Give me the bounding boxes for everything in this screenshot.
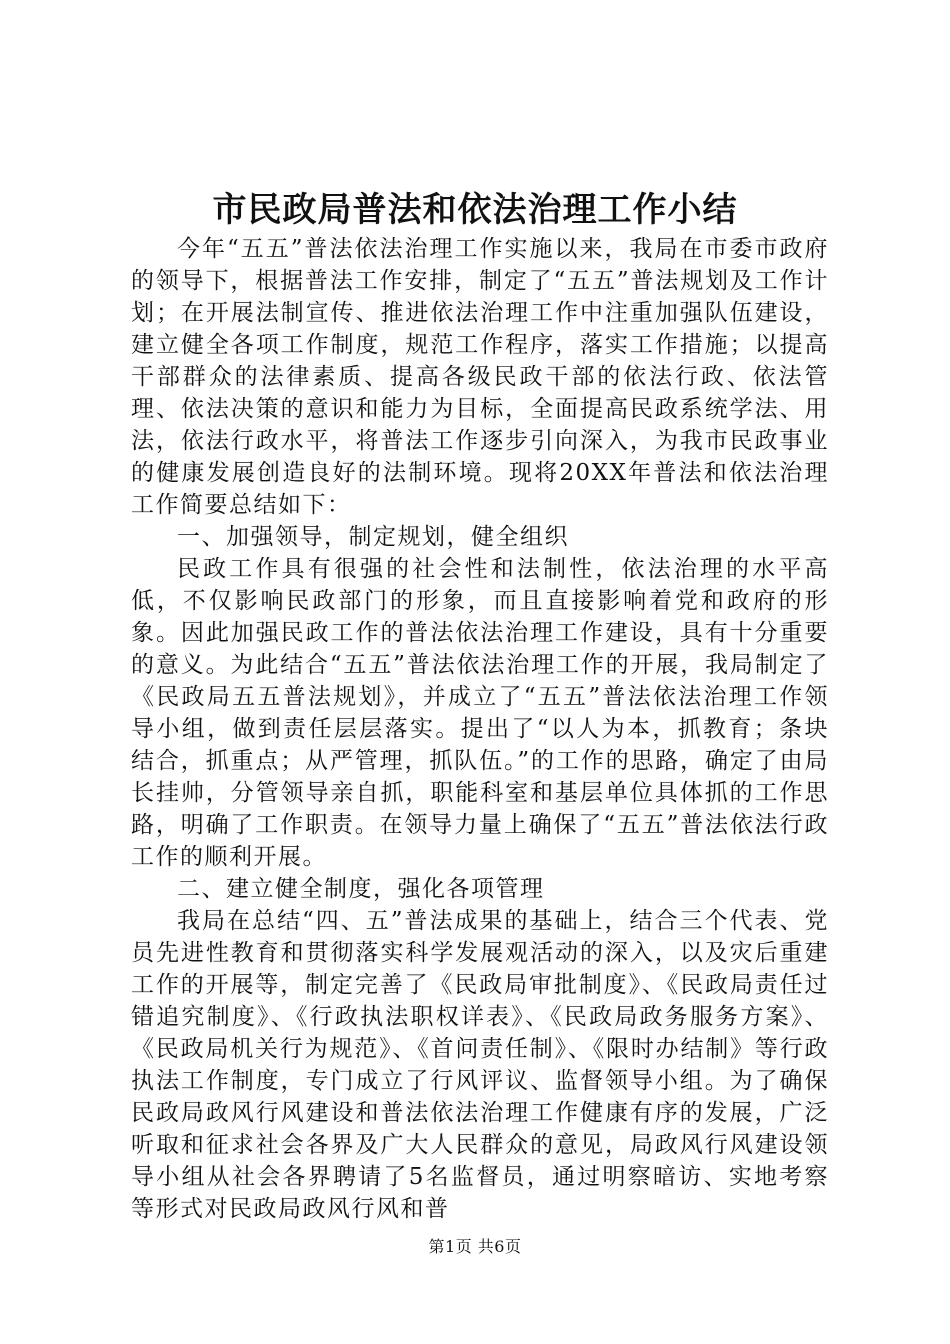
section-heading-1: 一、加强领导，制定规划，健全组织	[177, 524, 569, 550]
document-title: 市民政局普法和依法治理工作小结	[212, 190, 738, 230]
document-body	[131, 233, 829, 1225]
section-1-paragraph: 民政工作具有很强的社会性和法制性，依法治理的水平高低，不仅影响民政部门的形象，而且直接影响着党和政府的形象。因此加强民政工作的普法依法治理工作建设，具有十分重要的意义。为此结合“五五”普法依法治理工作的开展，我局制定了《民政局五五普法规划》，并成立了“五五”普法依法治理工作领导小组，做到责任层层落实。提出了“以人为本，抓教育；条块结合，抓重点；从严管理，抓队伍。”的工作的思路，确定了由局长挂帅，分管领导亲自抓，职能科室和基层单位具体抓的工作思路，明确了工作职责。在领导力量上确保了“五五”普法依法行政工作的顺利开展。	[131, 556, 829, 870]
section-2-paragraph: 我局在总结“四、五”普法成果的基础上，结合三个代表、党员先进性教育和贯彻落实科学发展观活动的深入，以及灾后重建工作的开展等，制定完善了《民政局审批制度》、《民政局责任过错追究制度》、《行政执法职权详表》、《民政局政务服务方案》、《民政局机关行为规范》、《首问责任制》、《限时办结制》等行政执法工作制度，专门成立了行风评议、监督领导小组。为了确保民政局政风行风建设和普法依法治理工作健康有序的发展，广泛听取和征求社会各界及广大人民群众的意见，局政风行风建设领导小组从社会各界聘请了5名监督员，通过明察暗访、实地考察等形式对民政局政风行风和普	[131, 908, 829, 1222]
page-number-footer: 第1页 共6页	[428, 1237, 522, 1256]
section-heading-2: 二、建立健全制度，强化各项管理	[177, 876, 545, 902]
intro-paragraph: 今年“五五”普法依法治理工作实施以来，我局在市委市政府的领导下，根据普法工作安排，制定了“五五”普法规划及工作计划；在开展法制宣传、推进依法治理工作中注重加强队伍建设，建立健全各项工作制度，规范工作程序，落实工作措施；以提高干部群众的法律素质、提高各级民政干部的依法行政、依法管理、依法决策的意识和能力为目标，全面提高民政系统学法、用法，依法行政水平，将普法工作逐步引向深入，为我市民政事业的健康发展创造良好的法制环境。现将20XX年普法和依法治理工作简要总结如下：	[131, 236, 829, 518]
